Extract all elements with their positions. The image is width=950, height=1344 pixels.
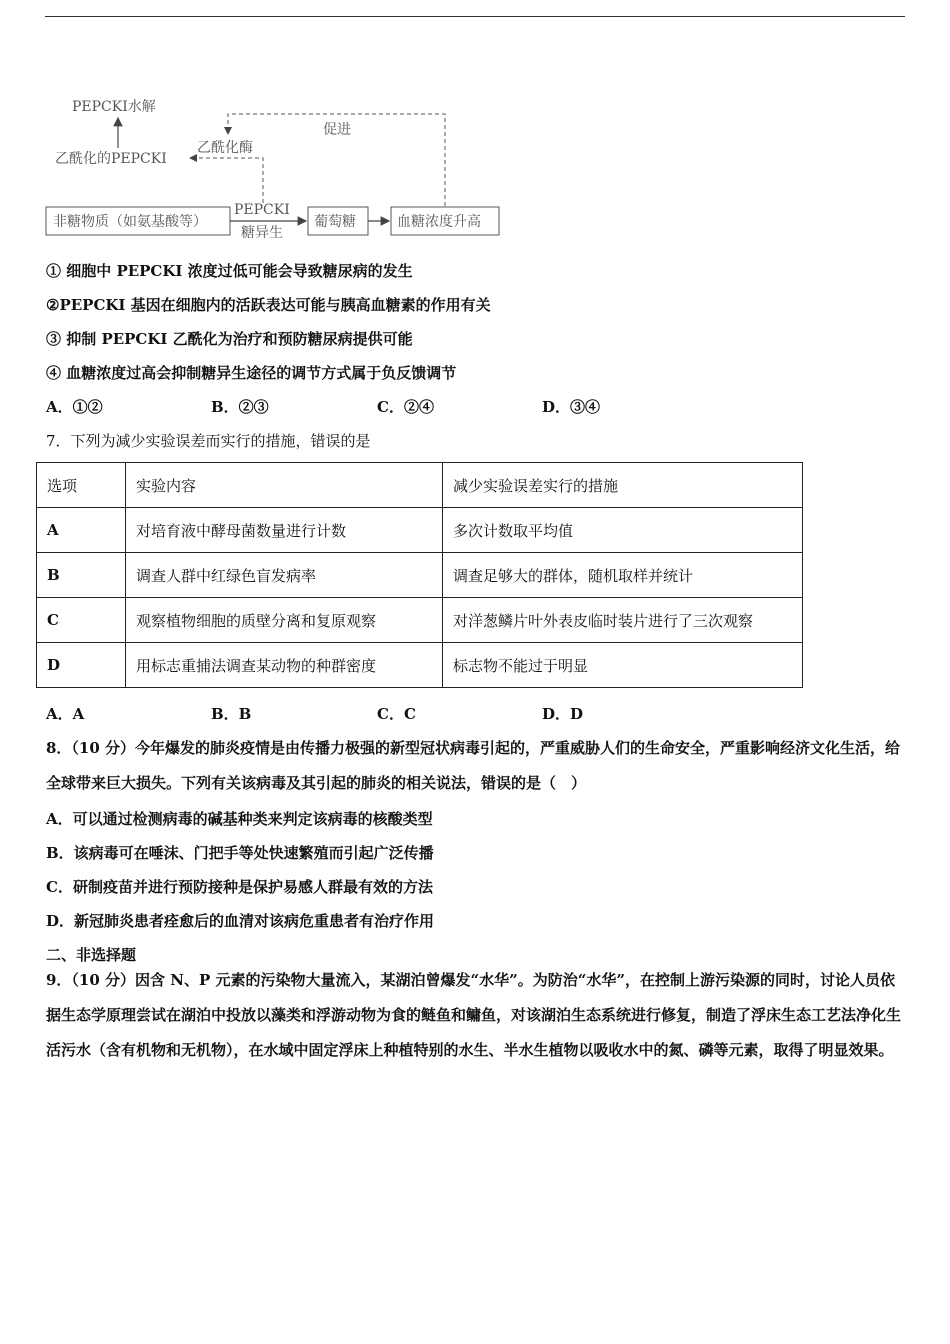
table-cell: 观察植物细胞的质壁分离和复原观察 [126,598,443,643]
q7-option-c[interactable]: C．C [377,705,416,723]
q7-table [36,462,803,688]
table-cell: 调查人群中红绿色盲发病率 [126,553,443,598]
table-cell: D [37,643,126,688]
q6-option-d[interactable]: D．③④ [542,398,601,416]
q6-option-a[interactable]: A．①② [46,398,103,416]
table-row [37,598,803,643]
table-cell: B [37,553,126,598]
nonsugar-text: 非糖物质（如氨基酸等） [53,214,207,230]
table-cell: 标志物不能过于明显 [443,643,803,688]
table-cell: A [37,508,126,553]
table-header-row [37,463,803,508]
table-row [37,643,803,688]
pepcki-label-text: PEPCKI [234,202,290,218]
q7-option-b[interactable]: B．B [211,705,252,723]
promote-text: 促进 [323,122,351,138]
table-cell: 调查足够大的群体，随机取样并统计 [443,553,803,598]
table-row [37,553,803,598]
gluconeogenesis-text: 糖异生 [241,225,283,241]
q7-stem: 7．下列为减少实验误差而实行的措施，错误的是 [46,432,371,450]
table-header-cell: 实验内容 [126,463,443,508]
q8-option-d[interactable]: D．新冠肺炎患者痊愈后的血清对该病危重患者有治疗作用 [46,912,435,930]
q6-option-c[interactable]: C．②④ [377,398,434,416]
glucose-text: 葡萄糖 [314,214,356,230]
gluconeogenesis-diagram [0,0,520,250]
q7-option-d[interactable]: D．D [542,705,584,723]
q8-option-c[interactable]: C．研制疫苗并进行预防接种是保护易感人群最有效的方法 [46,878,433,896]
table-cell: 对洋葱鳞片叶外表皮临时装片进行了三次观察 [443,598,803,643]
q6-statement-3: ③ 抑制 PEPCKI 乙酰化为治疗和预防糖尿病提供可能 [46,330,413,348]
section-heading: 二、非选择题 [46,946,137,964]
blood-sugar-text: 血糖浓度升高 [397,214,481,230]
table-cell: 对培育液中酵母菌数量进行计数 [126,508,443,553]
q7-option-a[interactable]: A．A [46,705,85,723]
q8-stem: 8．（10 分）今年爆发的肺炎疫情是由传播力极强的新型冠状病毒引起的，严重威胁人们的生命安全，严重影响经济文化生活，给全球带来巨大损失。下列有关该病毒及其引起的肺炎的相关说法，错误的是（ ） [46,739,901,792]
q9-text: 9．（10 分）因含 N、P 元素的污染物大量流入，某湖泊曾爆发“水华”。为防治“水华”，在控制上游污染源的同时，讨论人员依据生态学原理尝试在湖泊中投放以藻类和浮游动物为食的鲢鱼和鳙鱼，对该湖泊生态系统进行修复，制造了浮床生态工艺法净化生活污水（含有机物和无机物），在水域中固定浮床上种植特别的水生、半水生植物以吸收水中的氮、磷等元素，取得了明显效果。 [46,971,902,1059]
table-cell: C [37,598,126,643]
acetylated-pepcki-text: 乙酰化的PEPCKI [55,151,167,167]
acetylase-text: 乙酰化酶 [197,140,253,156]
q8-option-a[interactable]: A．可以通过检测病毒的碱基种类来判定该病毒的核酸类型 [46,810,433,828]
pepcki-hydrolysis-text: PEPCKI水解 [72,99,156,115]
q6-statement-1: ① 细胞中 PEPCKI 浓度过低可能会导致糖尿病的发生 [46,262,413,280]
table-cell: 多次计数取平均值 [443,508,803,553]
table-header-cell: 选项 [37,463,126,508]
table-cell: 用标志重捕法调查某动物的种群密度 [126,643,443,688]
q6-statement-2: ②PEPCKI 基因在细胞内的活跃表达可能与胰高血糖素的作用有关 [46,296,491,314]
q8-option-b[interactable]: B．该病毒可在唾沫、门把手等处快速繁殖而引起广泛传播 [46,844,434,862]
q6-option-b[interactable]: B．②③ [211,398,269,416]
table-row [37,508,803,553]
dashed-acetylation-arrow [190,158,263,203]
table-header-cell: 减少实验误差实行的措施 [443,463,803,508]
q6-statement-4: ④ 血糖浓度过高会抑制糖异生途径的调节方式属于负反馈调节 [46,364,457,382]
